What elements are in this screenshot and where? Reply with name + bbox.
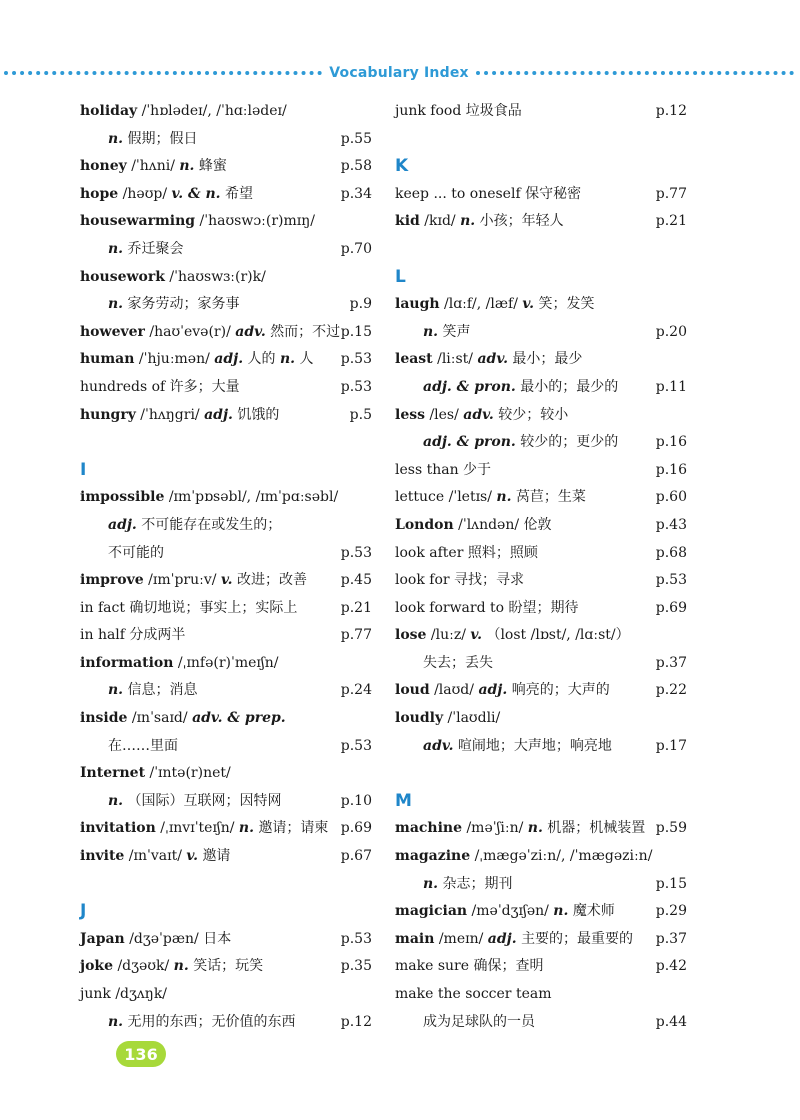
pronunciation: /ˈlʌndən/ [458, 516, 520, 533]
page-header [0, 62, 800, 84]
index-entry [80, 705, 372, 733]
page-reference: p.53 [340, 378, 372, 395]
page-reference: p.20 [655, 323, 687, 340]
page-reference: p.53 [340, 351, 372, 368]
pronunciation: /ˈɪntə(r)net/ [149, 765, 231, 782]
pronunciation: /ˈhjuːmən/ [138, 351, 210, 368]
index-entry [395, 926, 687, 954]
part-of-speech: n. [280, 351, 296, 368]
headword: magician [395, 903, 468, 920]
section-letter: I [80, 459, 87, 480]
pronunciation: /laʊd/ [434, 682, 474, 699]
index-entry [80, 815, 372, 843]
definition: 不可能的 [108, 544, 164, 561]
headword: kid [395, 213, 420, 230]
pronunciation: /ɪmˈpɒsəbl/, /ɪmˈpɑːsəbl/ [168, 489, 339, 506]
definition: 最小；最少 [512, 351, 583, 368]
entry-continuation [395, 374, 687, 402]
headword: honey [80, 158, 127, 175]
pronunciation: /ˌɪnfə(r)ˈmeɪʃn/ [177, 654, 279, 671]
part-of-speech: n. [423, 875, 439, 892]
section-letter: M [395, 790, 412, 811]
page-reference: p.21 [340, 599, 372, 616]
entry-continuation [395, 319, 687, 347]
entry-continuation [80, 291, 372, 319]
pronunciation: /məˈʃiːn/ [466, 820, 524, 837]
definition: 笑声 [442, 323, 471, 340]
index-entry [80, 926, 372, 954]
page-reference: p.53 [340, 737, 372, 754]
page-reference: p.29 [655, 903, 687, 920]
headword: London [395, 516, 454, 533]
pronunciation: /lɑːf/, /læf/ [444, 296, 518, 313]
index-entry [80, 319, 372, 347]
definition: 失去；丢失 [423, 654, 493, 671]
index-entry [395, 843, 687, 871]
part-of-speech: v. [470, 627, 482, 644]
pronunciation: /ɪnˈsaɪd/ [131, 710, 188, 727]
definition: 盼望；期待 [508, 599, 579, 616]
index-entry [80, 953, 372, 981]
page-reference: p.11 [655, 378, 687, 395]
index-entry [395, 815, 687, 843]
entry-continuation [395, 733, 687, 761]
entry-continuation [80, 512, 372, 540]
entry-continuation [80, 733, 372, 761]
definition: 伦敦 [523, 516, 552, 533]
definition: 邀请；请柬 [258, 820, 329, 837]
page-reference: p.77 [340, 627, 372, 644]
page-reference: p.53 [340, 930, 372, 947]
part-of-speech: n. [108, 682, 124, 699]
pronunciation: /liːst/ [437, 351, 474, 368]
part-of-speech: adv. [477, 351, 508, 368]
part-of-speech: n. [108, 296, 124, 313]
page-reference: p.17 [655, 737, 687, 754]
page-reference: p.5 [349, 406, 372, 423]
headword: human [80, 351, 135, 368]
index-entry [80, 402, 372, 430]
definition: 响亮的；大声的 [511, 682, 610, 699]
entry-continuation [80, 126, 372, 154]
headword: inside [80, 710, 128, 727]
index-entry [80, 181, 372, 209]
part-of-speech: n. [238, 820, 254, 837]
section-spacer [80, 429, 372, 457]
part-of-speech: adv. [463, 406, 494, 423]
section-spacer [395, 126, 687, 154]
definition: 机器；机械装置 [547, 820, 646, 837]
pronunciation: /ˈhaʊswɔː(r)mɪŋ/ [199, 213, 315, 230]
headword: laugh [395, 296, 440, 313]
part-of-speech: v. [220, 572, 233, 589]
index-entry [80, 484, 372, 512]
pronunciation: /dʒʌŋk/ [115, 986, 168, 1002]
index-entry [80, 760, 372, 788]
part-of-speech: adv. [235, 323, 266, 340]
entry-continuation [80, 540, 372, 568]
page-reference: p.37 [655, 930, 687, 947]
page-reference: p.55 [340, 130, 372, 147]
index-entry [80, 346, 372, 374]
page-reference: p.70 [340, 240, 372, 257]
definition: 寻找；寻求 [454, 572, 525, 589]
page-reference: p.58 [340, 158, 372, 175]
page-reference: p.53 [655, 572, 687, 589]
headword: hope [80, 185, 119, 202]
page-reference: p.59 [655, 820, 687, 837]
page-reference: p.69 [655, 599, 687, 616]
part-of-speech: n. [460, 213, 476, 230]
part-of-speech: adj. & pron. [423, 378, 516, 395]
page-reference: p.69 [340, 820, 372, 837]
index-entry [395, 291, 687, 319]
page-reference: p.12 [340, 1013, 372, 1030]
section-letter: L [395, 266, 406, 287]
definition: 人的 [247, 351, 276, 368]
headword: improve [80, 572, 144, 589]
definition: 人 [299, 351, 314, 368]
headword: invite [80, 848, 125, 865]
part-of-speech: n. [179, 158, 195, 175]
index-entry [80, 153, 372, 181]
part-of-speech: adj. & pron. [423, 434, 516, 451]
part-of-speech: n. [108, 792, 124, 809]
page-reference: p.35 [340, 958, 372, 975]
definition: 不可能存在或发生的； [141, 516, 282, 533]
definition: 改进；改善 [237, 572, 307, 589]
part-of-speech: adj. [487, 930, 517, 947]
part-of-speech: n. [108, 1013, 124, 1030]
part-of-speech: n. [108, 240, 124, 257]
page-number-badge: 136 [116, 1041, 166, 1067]
headword: machine [395, 820, 462, 837]
index-entry [80, 98, 372, 126]
definition: 笑话；玩笑 [193, 958, 264, 975]
index-entry [395, 402, 687, 430]
index-entry [395, 953, 687, 981]
part-of-speech: v. [522, 296, 534, 313]
page-reference: p.43 [655, 516, 687, 533]
definition: 最小的；最少的 [520, 378, 619, 395]
index-entry [395, 484, 687, 512]
index-entry [80, 264, 372, 292]
part-of-speech: n. [527, 820, 543, 837]
pronunciation: /ɪnˈvaɪt/ [128, 848, 182, 865]
entry-continuation [80, 1009, 372, 1037]
index-entry [80, 843, 372, 871]
pronunciation: /ˌɪnvɪˈteɪʃn/ [160, 820, 235, 837]
part-of-speech: adv. & prep. [192, 710, 286, 727]
pronunciation: /meɪn/ [438, 930, 484, 947]
headword: main [395, 930, 435, 947]
headword: look after [395, 544, 464, 561]
pronunciation: /ˈletɪs/ [448, 489, 492, 506]
definition: 分成两半 [129, 627, 186, 644]
pronunciation: /ˈhʌni/ [131, 158, 175, 175]
index-entry [395, 622, 687, 650]
page-reference: p.16 [655, 461, 687, 478]
section-spacer [395, 236, 687, 264]
index-entry [395, 898, 687, 926]
headword: impossible [80, 489, 165, 506]
headword: invitation [80, 820, 156, 837]
headword: housework [80, 268, 165, 285]
headword: least [395, 351, 433, 368]
pronunciation: /dʒəˈpæn/ [129, 930, 199, 947]
header-dotted-rule-left [4, 71, 322, 75]
page-reference: p.21 [655, 213, 687, 230]
definition: 成为足球队的一员 [423, 1013, 535, 1030]
index-entry [395, 540, 687, 568]
part-of-speech: adj. [214, 351, 244, 368]
section-letter: J [80, 901, 87, 922]
index-entry [395, 512, 687, 540]
part-of-speech: n. [173, 958, 189, 975]
entry-continuation [395, 429, 687, 457]
definition: 乔迁聚会 [127, 240, 184, 257]
page-reference: p.42 [655, 958, 687, 975]
definition: 确保；查明 [473, 958, 544, 975]
definition: 莴苣；生菜 [515, 489, 586, 506]
page-reference: p.37 [655, 654, 687, 671]
headword: magazine [395, 848, 471, 865]
definition: 日本 [203, 930, 232, 947]
index-entry [395, 98, 687, 126]
headword: hungry [80, 406, 136, 423]
index-entry [395, 181, 687, 209]
definition: 较少的；更少的 [520, 434, 619, 451]
section-spacer [80, 871, 372, 899]
index-entry [80, 374, 372, 402]
pronunciation: /haʊˈevə(r)/ [149, 323, 231, 340]
definition: （lost /lɒst/, /lɑːst/） [486, 627, 630, 644]
page-reference: p.77 [655, 185, 687, 202]
headword: look forward to [395, 599, 505, 616]
right-column [395, 98, 687, 1036]
definition: 邀请 [202, 848, 231, 865]
page-reference: p.34 [340, 185, 372, 202]
headword: loudly [395, 710, 444, 727]
index-entry [395, 208, 687, 236]
page-reference: p.12 [655, 103, 687, 119]
page-reference: p.9 [349, 296, 372, 313]
page-reference: p.68 [655, 544, 687, 561]
index-entry [395, 677, 687, 705]
definition: 假期；假日 [127, 130, 198, 147]
pronunciation: /həʊp/ [122, 185, 168, 202]
index-entry [395, 705, 687, 733]
headword: make the soccer team [395, 986, 552, 1002]
page-reference: p.67 [340, 848, 372, 865]
page-reference: p.10 [340, 792, 372, 809]
page-reference: p.44 [655, 1013, 687, 1030]
entry-continuation [80, 788, 372, 816]
definition: 喧闹地；大声地；响亮地 [457, 737, 612, 754]
index-entry [80, 981, 372, 1009]
part-of-speech: adv. [423, 737, 454, 754]
headword: in fact [80, 599, 125, 616]
headword: lose [395, 627, 427, 644]
definition: 垃圾食品 [465, 103, 522, 119]
section-spacer [395, 760, 687, 788]
entry-continuation [395, 871, 687, 899]
part-of-speech: n. [553, 903, 569, 920]
index-entry [80, 208, 372, 236]
definition: 然而；不过 [270, 323, 341, 340]
page-reference: p.53 [340, 544, 372, 561]
headword: Japan [80, 930, 125, 947]
pronunciation: /kɪd/ [424, 213, 456, 230]
definition: 保守秘密 [525, 185, 582, 202]
page-reference: p.15 [340, 323, 372, 340]
index-entry [80, 650, 372, 678]
pronunciation: /les/ [429, 406, 459, 423]
definition: 信息；消息 [127, 682, 198, 699]
section-letter: K [395, 156, 409, 177]
part-of-speech: v. & n. [171, 185, 221, 202]
page-reference: p.16 [655, 434, 687, 451]
entry-continuation [395, 1009, 687, 1037]
index-entry [80, 567, 372, 595]
header-dotted-rule-right [476, 71, 794, 75]
part-of-speech: adj. [478, 682, 508, 699]
entry-continuation [80, 677, 372, 705]
index-entry [395, 457, 687, 485]
headword: however [80, 323, 145, 340]
headword: lettuce [395, 489, 445, 506]
headword: Internet [80, 765, 146, 782]
left-column [80, 98, 372, 1036]
part-of-speech: adj. [108, 516, 137, 533]
headword: make sure [395, 958, 470, 975]
index-entry [395, 981, 687, 1009]
header-title: Vocabulary Index [329, 65, 469, 81]
pronunciation: /ˌmægəˈziːn/, /ˈmægəziːn/ [474, 848, 653, 865]
pronunciation: /ˈlaʊdli/ [447, 710, 501, 727]
definition: 照料；照顾 [467, 544, 538, 561]
definition: 笑；发笑 [538, 296, 595, 313]
headword: hundreds of [80, 378, 166, 395]
index-entry [395, 595, 687, 623]
index-entry [80, 622, 372, 650]
page-reference: p.60 [655, 489, 687, 506]
headword: junk [80, 986, 111, 1002]
headword: less than [395, 461, 459, 478]
headword: holiday [80, 103, 138, 119]
definition: 小孩；年轻人 [479, 213, 564, 230]
definition: 杂志；期刊 [442, 875, 513, 892]
page-reference: p.15 [655, 875, 687, 892]
part-of-speech: n. [496, 489, 512, 506]
pronunciation: /dʒəʊk/ [117, 958, 170, 975]
index-entry [395, 346, 687, 374]
part-of-speech: adj. [204, 406, 233, 423]
pronunciation: /məˈdʒɪʃən/ [471, 903, 549, 920]
headword: joke [80, 958, 114, 975]
definition: （国际）互联网；因特网 [127, 792, 282, 809]
index-entry [395, 567, 687, 595]
part-of-speech: v. [186, 848, 198, 865]
definition: 许多；大量 [169, 378, 240, 395]
definition: 家务劳动；家务事 [127, 296, 240, 313]
pronunciation: /ˈhɒlədeɪ/, /ˈhɑːlədeɪ/ [141, 103, 287, 119]
definition: 在……里面 [108, 737, 178, 754]
definition: 希望 [225, 185, 254, 202]
headword: housewarming [80, 213, 196, 230]
definition: 少于 [463, 461, 492, 478]
part-of-speech: n. [108, 130, 124, 147]
pronunciation: /ˈhaʊswɜː(r)k/ [169, 268, 266, 285]
definition: 魔术师 [572, 903, 615, 920]
part-of-speech: n. [423, 323, 439, 340]
entry-continuation [395, 650, 687, 678]
definition: 蜂蜜 [198, 158, 227, 175]
headword: keep ... to oneself [395, 185, 521, 202]
pronunciation: /luːz/ [430, 627, 466, 644]
pronunciation: /ɪmˈpruːv/ [148, 572, 217, 589]
definition: 主要的；最重要的 [521, 930, 634, 947]
definition: 无用的东西；无价值的东西 [127, 1013, 296, 1030]
definition: 确切地说；事实上；实际上 [129, 599, 298, 616]
entry-continuation [80, 236, 372, 264]
headword: in half [80, 627, 125, 644]
headword: loud [395, 682, 430, 699]
index-entry [80, 595, 372, 623]
headword: less [395, 406, 425, 423]
page-reference: p.22 [655, 682, 687, 699]
page-reference: p.45 [340, 572, 372, 589]
definition: 较少；较小 [498, 406, 569, 423]
definition: 饥饿的 [237, 406, 280, 423]
pronunciation: /ˈhʌŋgri/ [140, 406, 200, 423]
headword: information [80, 654, 174, 671]
headword: junk food [395, 103, 462, 119]
page-reference: p.24 [340, 682, 372, 699]
headword: look for [395, 572, 450, 589]
